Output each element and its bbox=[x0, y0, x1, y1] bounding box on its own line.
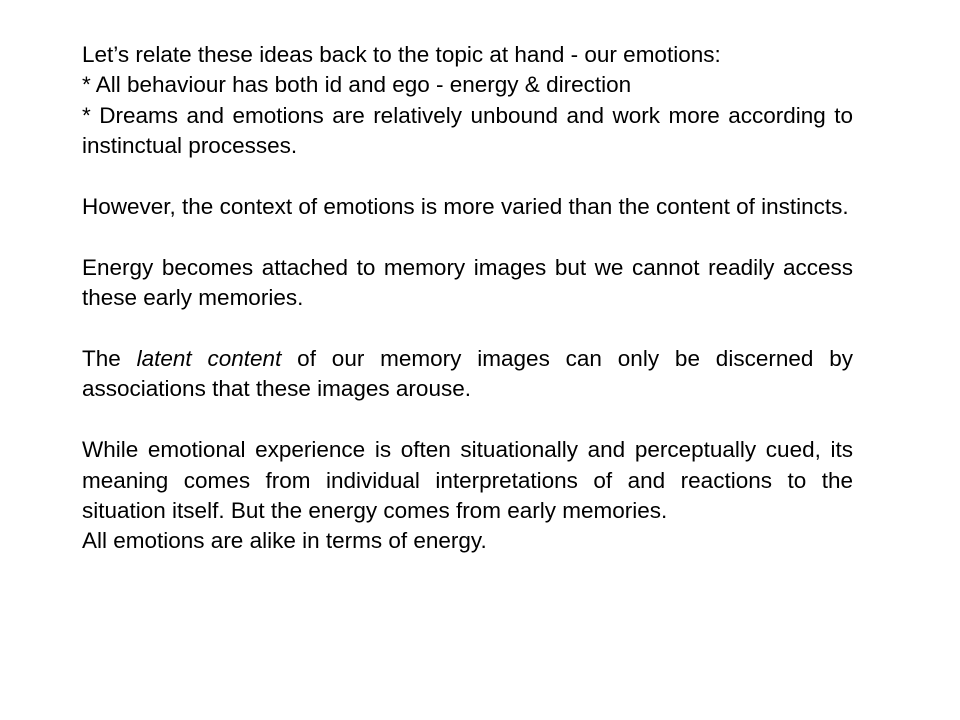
latent-before: The bbox=[82, 346, 137, 372]
latent-emphasis: latent content bbox=[136, 346, 282, 372]
paragraph-gap bbox=[82, 222, 853, 252]
paragraph-energy: Energy becomes attached to memory images but we cannot readily access these early memories. bbox=[82, 254, 853, 311]
paragraph-emotional-experience: While emotional experience is often situationally and perceptually cued, its meaning comes from individual interpretations of and reactions to the situation itself. But the energy comes from early memories. bbox=[82, 437, 853, 524]
closing-line: All emotions are alike in terms of energy. bbox=[82, 528, 487, 554]
paragraph-gap bbox=[82, 405, 853, 435]
latent-after: of our memory images can only be discerned by associations that these images arouse. bbox=[82, 346, 853, 402]
slide-body bbox=[82, 40, 853, 557]
paragraph-context: However, the context of emotions is more varied than the content of instincts. bbox=[82, 194, 849, 220]
paragraph-gap bbox=[82, 162, 853, 192]
bullet-id-ego: * All behaviour has both id and ego - energy & direction bbox=[82, 72, 632, 98]
bullet-dreams-emotions: * Dreams and emotions are relatively unbound and work more according to instinctual processes. bbox=[82, 102, 853, 159]
intro-line: Let’s relate these ideas back to the topic at hand - our emotions: bbox=[82, 42, 721, 67]
paragraph-gap bbox=[82, 314, 853, 344]
paragraph-latent-content bbox=[82, 344, 853, 405]
